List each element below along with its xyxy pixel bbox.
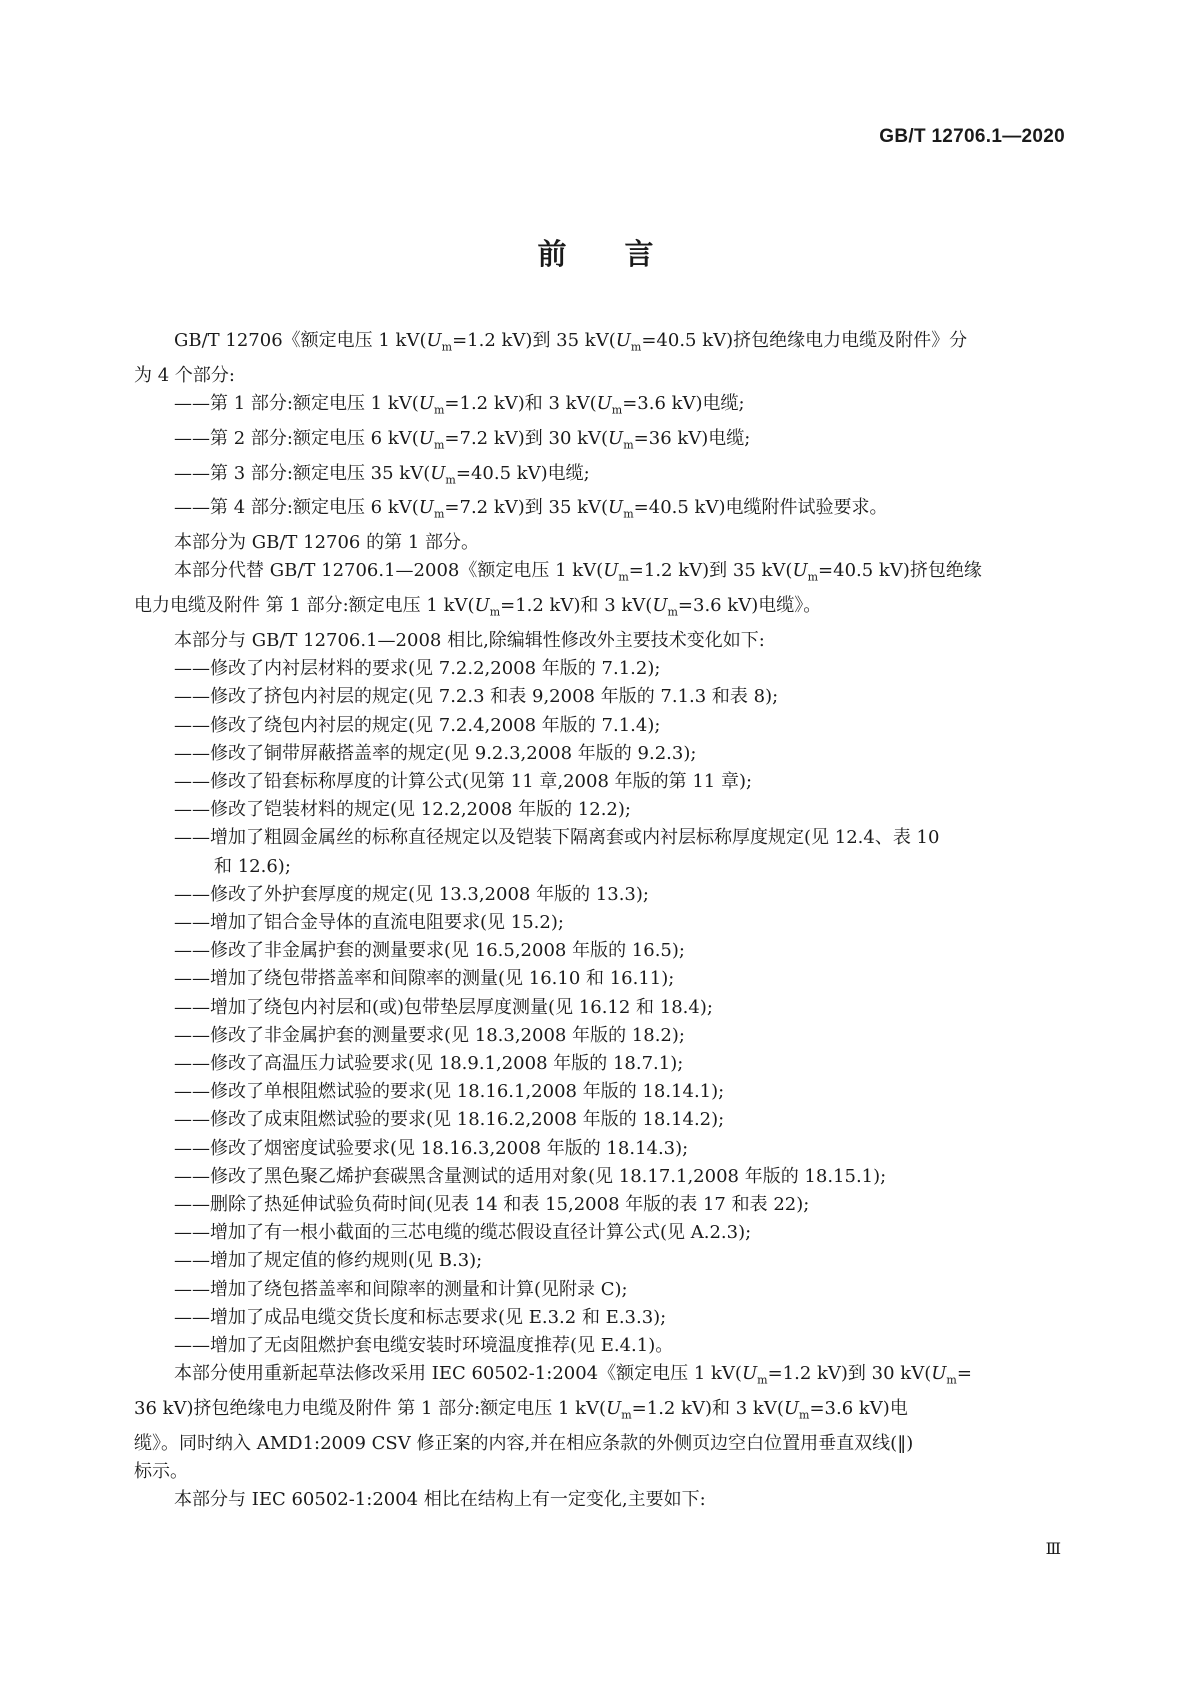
page-number: Ⅲ (1045, 1539, 1061, 1558)
list-item: ——修改了铠装材料的规定(见 12.2,2008 年版的 12.2); (174, 799, 631, 821)
list-item: ——增加了绕包带搭盖率和间隙率的测量(见 16.10 和 16.11); (174, 968, 675, 990)
list-item: ——增加了规定值的修约规则(见 B.3); (174, 1250, 483, 1272)
paragraph-line: 本部分为 GB/T 12706 的第 1 部分。 (174, 532, 479, 554)
paragraph-line: 本部分与 GB/T 12706.1—2008 相比,除编辑性修改外主要技术变化如下: (174, 629, 765, 651)
list-item: ——修改了非金属护套的测量要求(见 16.5,2008 年版的 16.5); (174, 940, 685, 962)
list-item: ——修改了挤包内衬层的规定(见 7.2.3 和表 9,2008 年版的 7.1.3 和表 8); (174, 686, 779, 708)
list-item: 和 12.6); (214, 855, 291, 877)
list-item: ——修改了单根阻燃试验的要求(见 18.16.1,2008 年版的 18.14.1); (174, 1081, 725, 1103)
title-char: 言 (624, 237, 654, 271)
list-item: ——修改了非金属护套的测量要求(见 18.3,2008 年版的 18.2); (174, 1024, 685, 1046)
paragraph-line: 电力电缆及附件 第 1 部分:额定电压 1 $kV(U_m=1.2$ kV)和 3 $kV(U_m=3.6$ kV)电缆》。 (134, 595, 822, 619)
list-item: ——删除了热延伸试验负荷时间(见表 14 和表 15,2008 年版的表 17 和表 22); (174, 1194, 810, 1216)
standard-number: GB/T 12706.1—2020 (879, 126, 1065, 147)
list-item: ——修改了绕包内衬层的规定(见 7.2.4,2008 年版的 7.1.4); (174, 714, 661, 736)
list-item: ——第 1 部分:额定电压 1 $kV(U_m=1.2$ kV)和 3 $kV(U_m=3.6$ kV)电缆; (174, 393, 745, 417)
list-item: ——修改了黑色聚乙烯护套碳黑含量测试的适用对象(见 18.17.1,2008 年版的 18.15.1); (174, 1165, 887, 1187)
list-item: ——增加了绕包内衬层和(或)包带垫层厚度测量(见 16.12 和 18.4); (174, 996, 713, 1018)
list-item: ——第 3 部分:额定电压 35 $kV(U_m=40.5$ kV)电缆; (174, 462, 590, 487)
paragraph-line: 标示。 (134, 1461, 188, 1483)
paragraph-line: 本部分与 IEC 60502-1:2004 相比在结构上有一定变化,主要如下: (174, 1489, 706, 1511)
paragraph-line: 缆》。同时纳入 AMD1:2009 CSV 修正案的内容,并在相应条款的外侧页边空白位置用垂直双线(‖) (134, 1432, 914, 1454)
foreword-body (134, 327, 1064, 1514)
paragraph-line: 本部分代替 GB/T 12706.1—2008《额定电压 1 $kV(U_m=1.2$ kV)到 35 $kV(U_m=40.5$ kV)挤包绝缘 (174, 560, 982, 584)
list-item: ——增加了绕包搭盖率和间隙率的测量和计算(见附录 C); (174, 1278, 628, 1300)
list-item: ——修改了成束阻燃试验的要求(见 18.16.2,2008 年版的 18.14.2); (174, 1109, 725, 1131)
page-title (0, 232, 1191, 273)
list-item: ——增加了铝合金导体的直流电阻要求(见 15.2); (174, 912, 564, 934)
paragraph-line: 本部分使用重新起草法修改采用 IEC 60502-1:2004《额定电压 1 $kV(U_m=1.2$ kV)到 30 $kV(U_m=$ (174, 1363, 972, 1387)
paragraph-line: 36 kV)挤包绝缘电力电缆及附件 第 1 部分:额定电压 1 $kV(U_m=1.2$ kV)和 3 $kV(U_m=3.6$ kV)电 (134, 1398, 908, 1422)
list-item: ——增加了粗圆金属丝的标称直径规定以及铠装下隔离套或内衬层标称厚度规定(见 12.4、表 10 (174, 827, 940, 849)
list-item: ——修改了高温压力试验要求(见 18.9.1,2008 年版的 18.7.1); (174, 1053, 684, 1075)
paragraph-line: 为 4 个部分: (134, 364, 235, 386)
list-item: ——修改了外护套厚度的规定(见 13.3,2008 年版的 13.3); (174, 883, 649, 905)
list-item: ——第 2 部分:额定电压 6 $kV(U_m=7.2$ kV)到 30 $kV(U_m=36$ kV)电缆; (174, 427, 751, 452)
list-item: ——增加了成品电缆交货长度和标志要求(见 E.3.2 和 E.3.3); (174, 1306, 667, 1328)
list-item: ——增加了无卤阻燃护套电缆安装时环境温度推荐(见 E.4.1)。 (174, 1335, 674, 1357)
title-char: 前 (537, 237, 567, 271)
list-item: ——增加了有一根小截面的三芯电缆的缆芯假设直径计算公式(见 A.2.3); (174, 1222, 752, 1244)
list-item: ——第 4 部分:额定电压 6 $kV(U_m=7.2$ kV)到 35 $kV(U_m=40.5$ kV)电缆附件试验要求。 (174, 497, 888, 521)
list-item: ——修改了铜带屏蔽搭盖率的规定(见 9.2.3,2008 年版的 9.2.3); (174, 742, 697, 764)
list-item: ——修改了烟密度试验要求(见 18.16.3,2008 年版的 18.14.3); (174, 1137, 689, 1159)
list-item: ——修改了内衬层材料的要求(见 7.2.2,2008 年版的 7.1.2); (174, 658, 661, 680)
list-item: ——修改了铅套标称厚度的计算公式(见第 11 章,2008 年版的第 11 章); (174, 771, 753, 792)
paragraph-line: GB/T 12706《额定电压 1 $kV(U_m=1.2$ kV)到 35 $kV(U_m=40.5$ kV)挤包绝缘电力电缆及附件》分 (174, 330, 968, 354)
